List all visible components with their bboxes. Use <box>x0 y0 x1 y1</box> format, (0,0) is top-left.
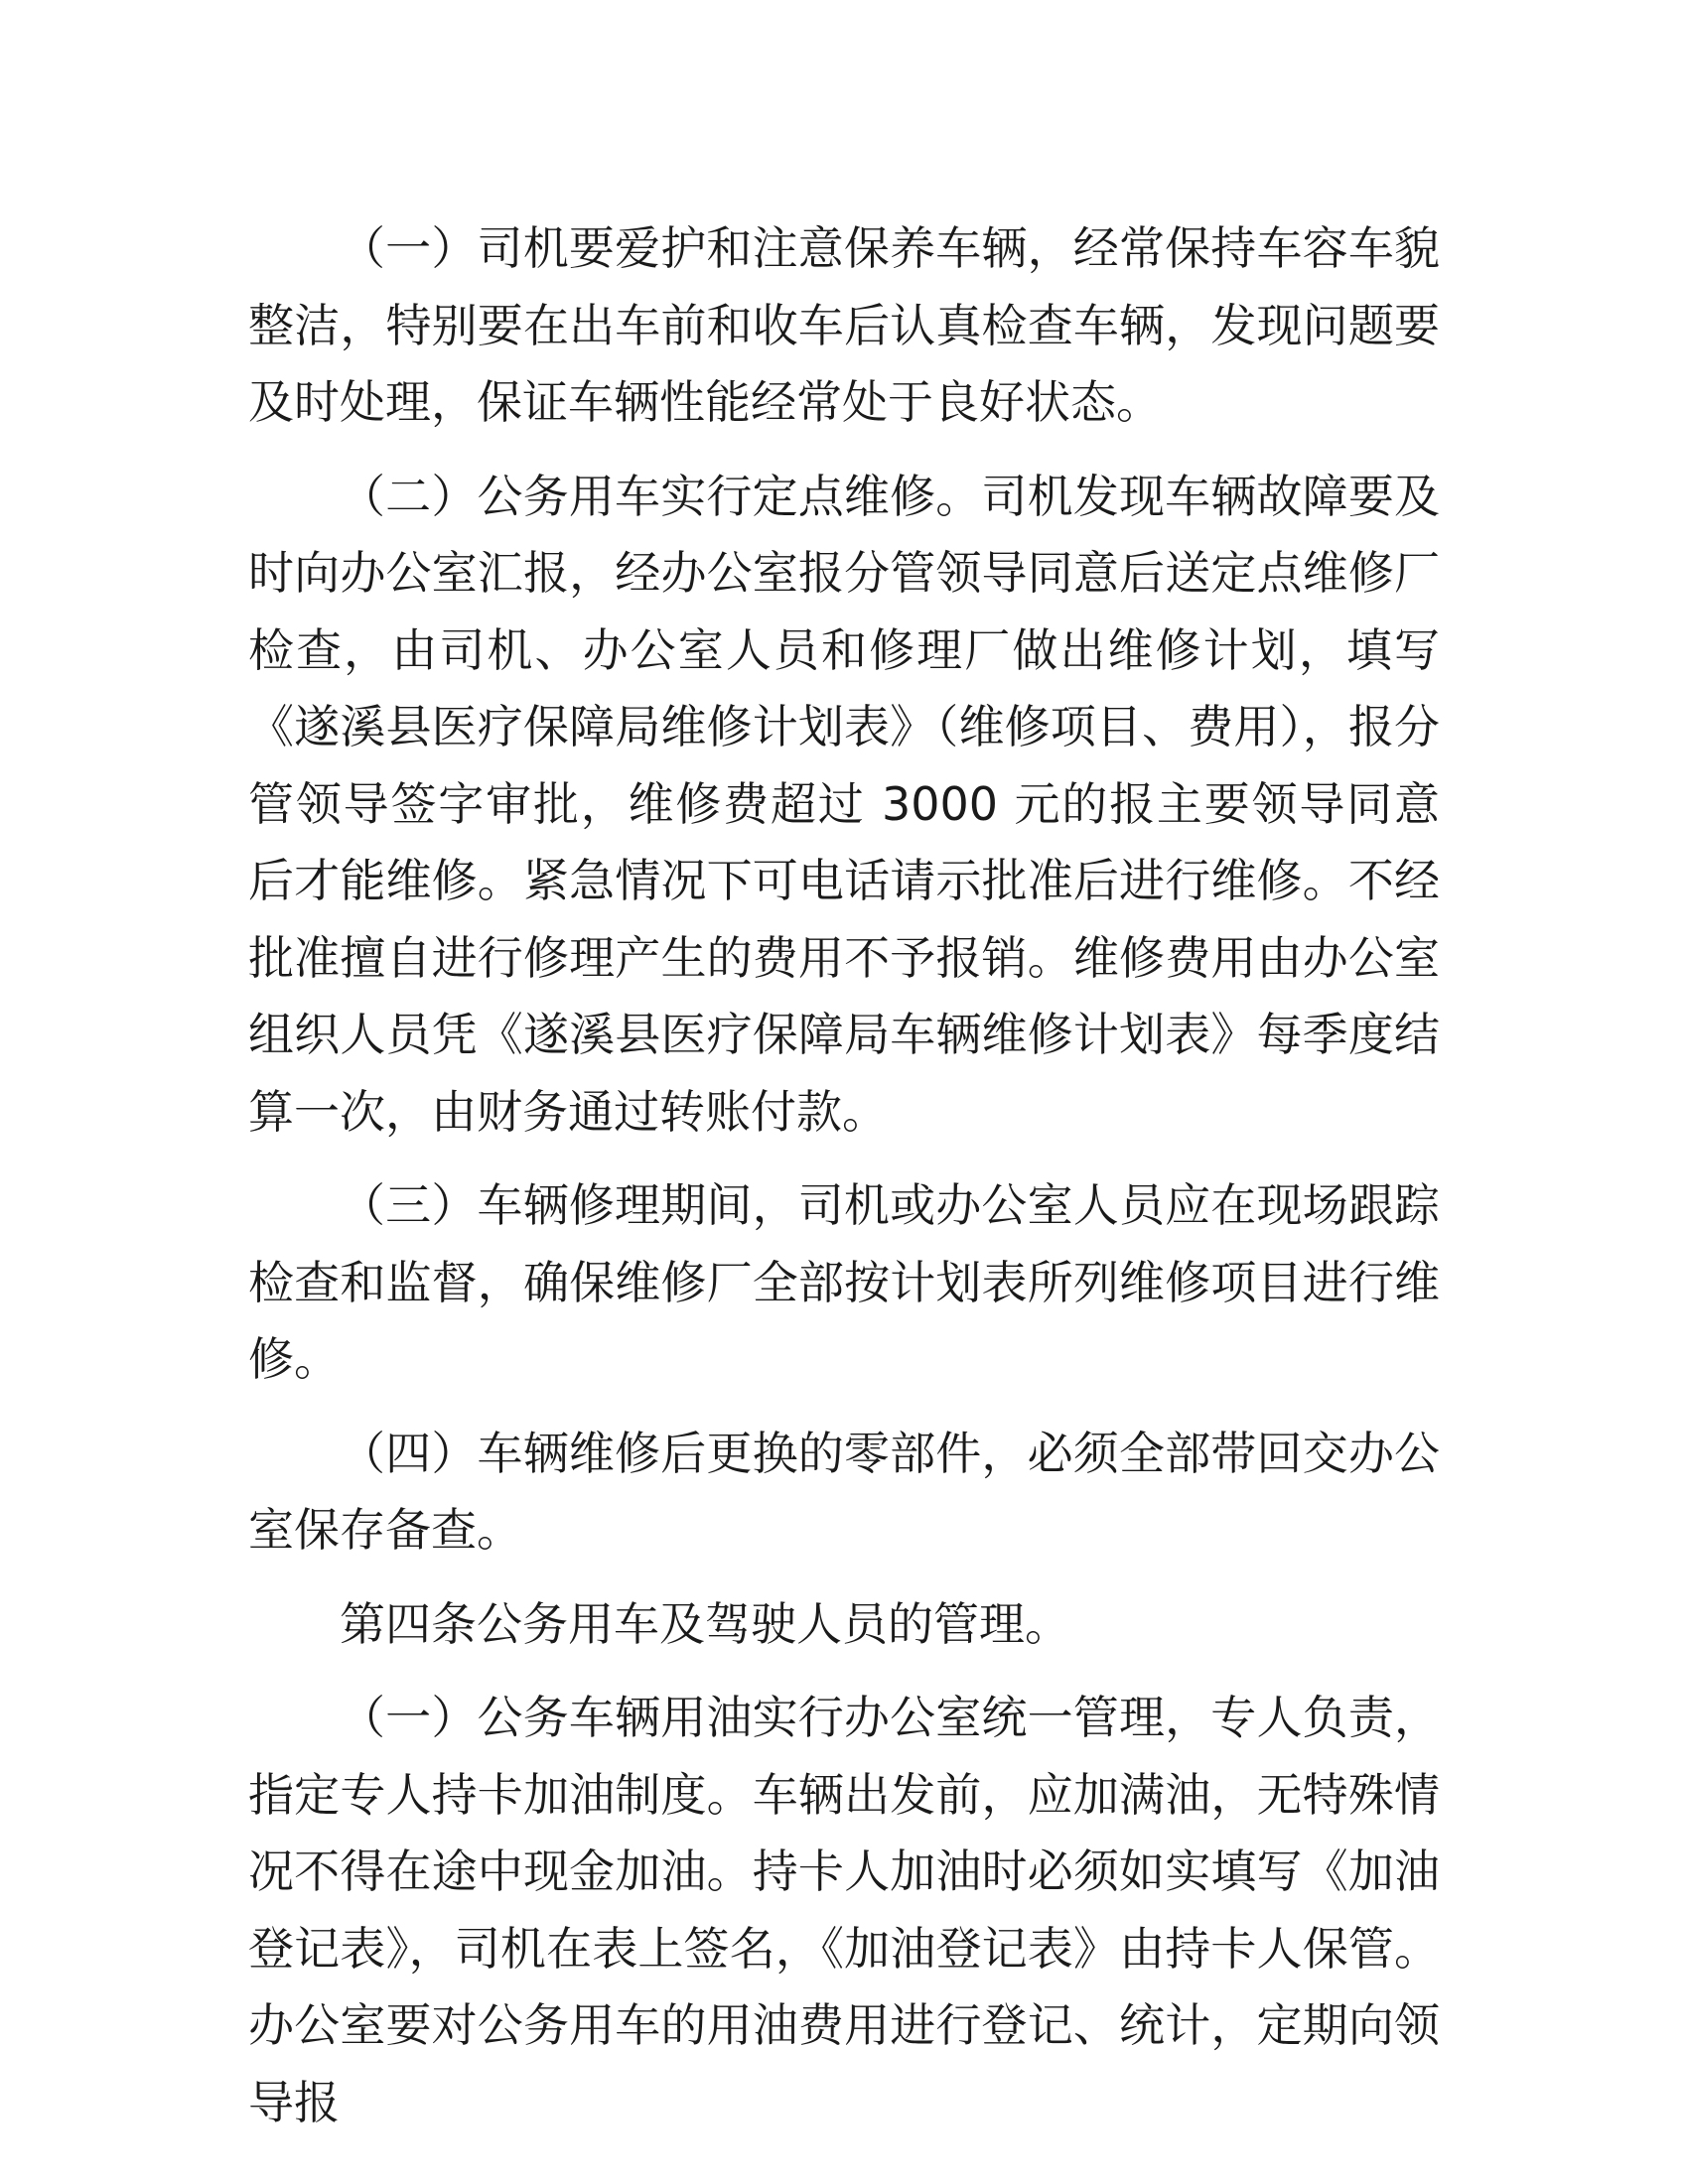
paragraph-vehicle-maintenance: （一）司机要爱护和注意保养车辆，经常保持车容车貌整洁，特别要在出车前和收车后认真检查车辆，发现问题要及时处理，保证车辆性能经常处于良好状态。 <box>248 221 1440 429</box>
paragraph-replaced-parts: （四）车辆维修后更换的零部件，必须全部带回交办公室保存备查。 <box>248 1426 1440 1557</box>
document-body <box>248 210 1440 2158</box>
article-four-heading: 第四条公务用车及驾驶人员的管理。 <box>340 1596 1070 1651</box>
paragraph-repair-supervision: （三）车辆修理期间，司机或办公室人员应在现场跟踪检查和监督，确保维修厂全部按计划表所列维修项目进行维修。 <box>248 1178 1440 1386</box>
paragraph-fuel-management: （一）公务车辆用油实行办公室统一管理，专人负责，指定专人持卡加油制度。车辆出发前，应加满油，无特殊情况不得在途中现金加油。持卡人加油时必须如实填写《加油登记表》，司机在表上签名，《加油登记表》由持卡人保管。办公室要对公务用车的用油费用进行登记、统计，定期向领导报 <box>248 1691 1440 2129</box>
paragraph-fixed-point-repair: （二）公务用车实行定点维修。司机发现车辆故障要及时向办公室汇报，经办公室报分管领导同意后送定点维修厂检查，由司机、办公室人员和修理厂做出维修计划，填写《遂溪县医疗保障局维修计划表》（维修项目、费用），报分管领导签字审批，维修费超过 3000 元的报主要领导同意后才能维修。紧急情况下可电话请示批准后进行维修。不经批准擅自进行修理产生的费用不予报销。维修费用由办公室组织人员凭《遂溪县医疗保障局车辆维修计划表》每季度结算一次，由财务通过转账付款。 <box>248 469 1440 1139</box>
